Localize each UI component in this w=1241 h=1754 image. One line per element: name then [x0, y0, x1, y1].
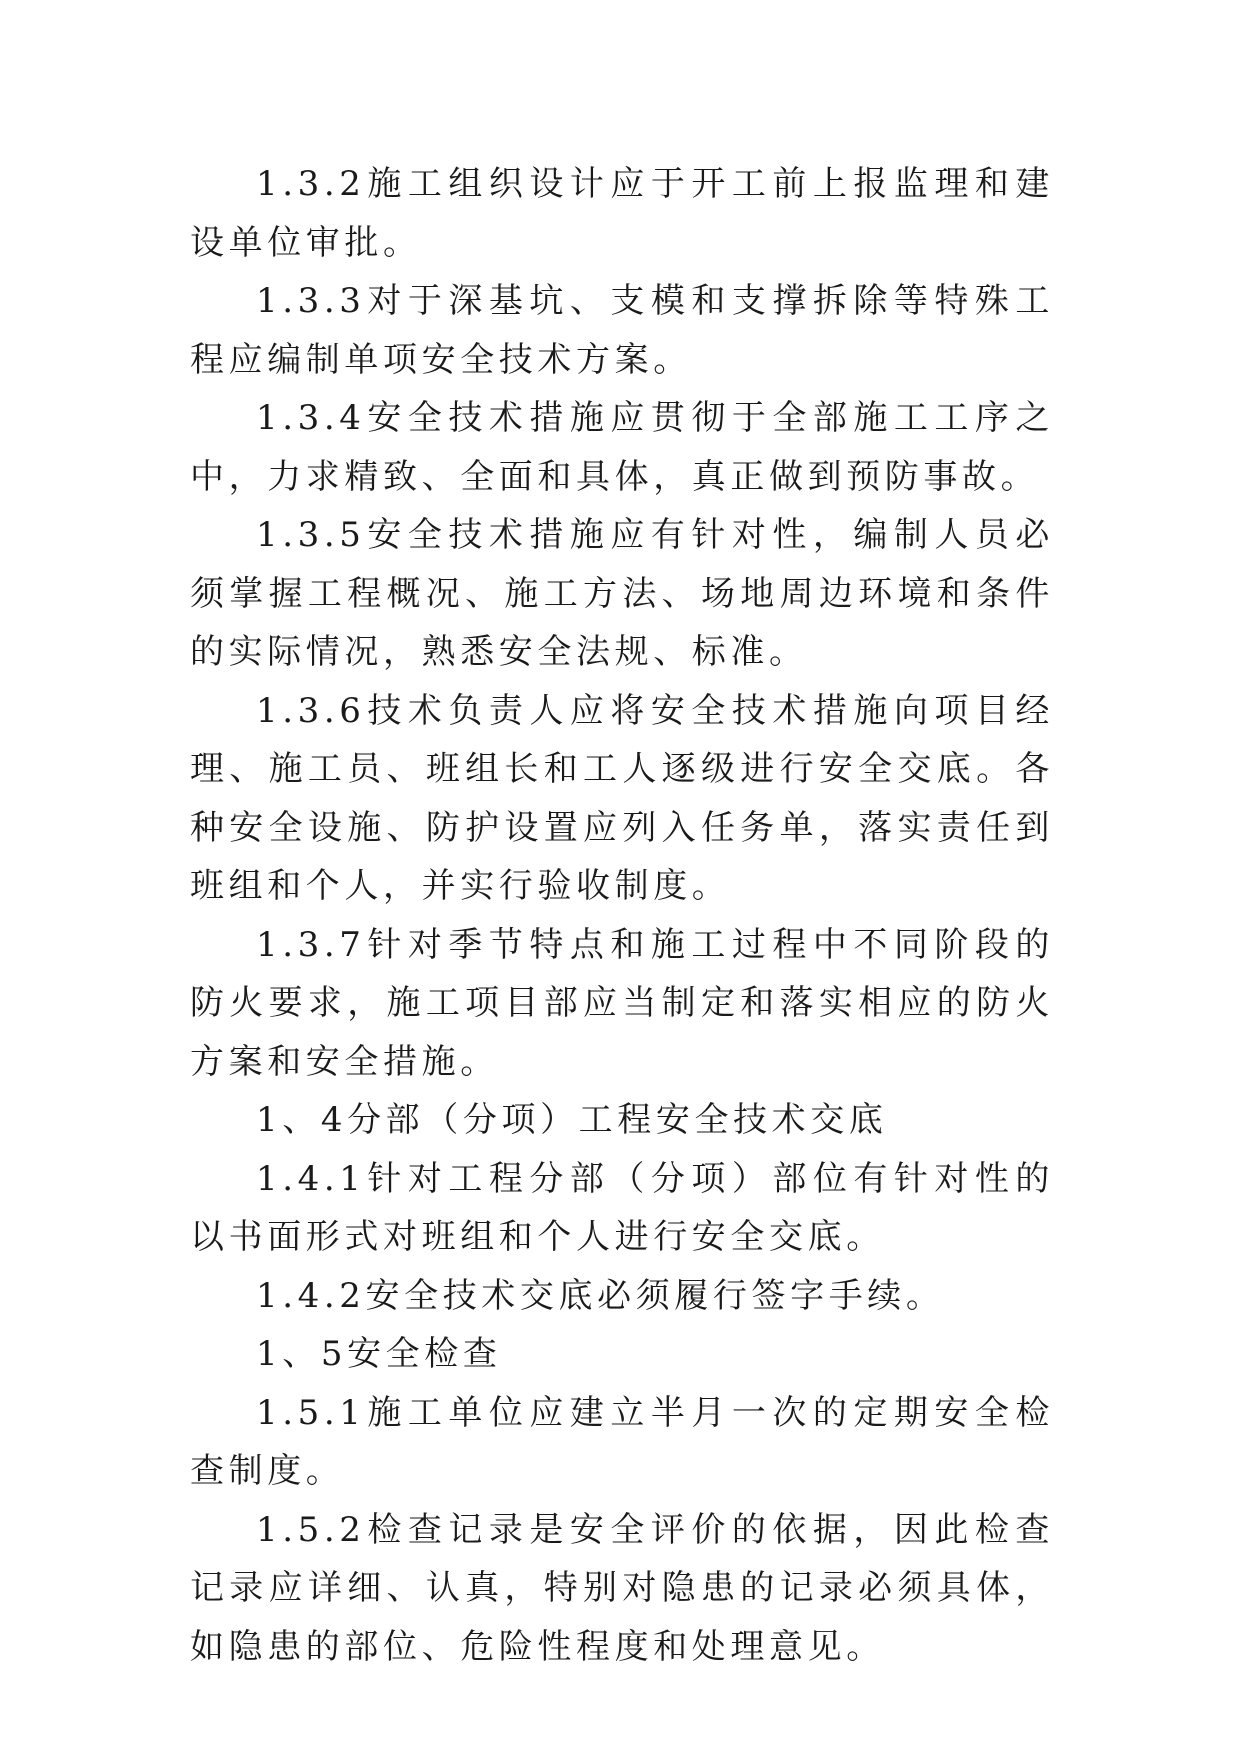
- paragraph-1-4-1: 1.4.1针对工程分部（分项）部位有针对性的以书面形式对班组和个人进行安全交底。: [190, 1158, 1054, 1257]
- paragraph-1-3-2: 1.3.2施工组织设计应于开工前上报监理和建设单位审批。: [190, 164, 1054, 263]
- paragraph-1-3-6: 1.3.6技术负责人应将安全技术措施向项目经理、施工员、班组长和工人逐级进行安全交底。各种安全设施、防护设置应列入任务单，落实责任到班组和个人，并实行验收制度。: [190, 690, 1054, 906]
- paragraph-1-3-7: 1.3.7针对季节特点和施工过程中不同阶段的防火要求，施工项目部应当制定和落实相应的防火方案和安全措施。: [190, 924, 1054, 1082]
- paragraph-1-3-3: 1.3.3对于深基坑、支模和支撑拆除等特殊工程应编制单项安全技术方案。: [190, 281, 1054, 380]
- paragraph-1-5-1: 1.5.1施工单位应建立半月一次的定期安全检查制度。: [190, 1392, 1054, 1491]
- paragraph-1-4-2: 1.4.2安全技术交底必须履行签字手续。: [256, 1275, 945, 1316]
- paragraph-1-3-4: 1.3.4安全技术措施应贯彻于全部施工工序之中，力求精致、全面和具体，真正做到预防事故。: [190, 398, 1054, 497]
- section-heading-1-5: 1、5安全检查: [256, 1334, 502, 1374]
- section-heading-1-4: 1、4分部（分项）工程安全技术交底: [256, 1100, 888, 1140]
- document-body: [190, 155, 1054, 1676]
- paragraph-1-5-2: 1.5.2检查记录是安全评价的依据，因此检查记录应详细、认真，特别对隐患的记录必须具体，如隐患的部位、危险性程度和处理意见。: [190, 1509, 1054, 1667]
- paragraph-1-3-5: 1.3.5安全技术措施应有针对性，编制人员必须掌握工程概况、施工方法、场地周边环境和条件的实际情况，熟悉安全法规、标准。: [190, 515, 1054, 672]
